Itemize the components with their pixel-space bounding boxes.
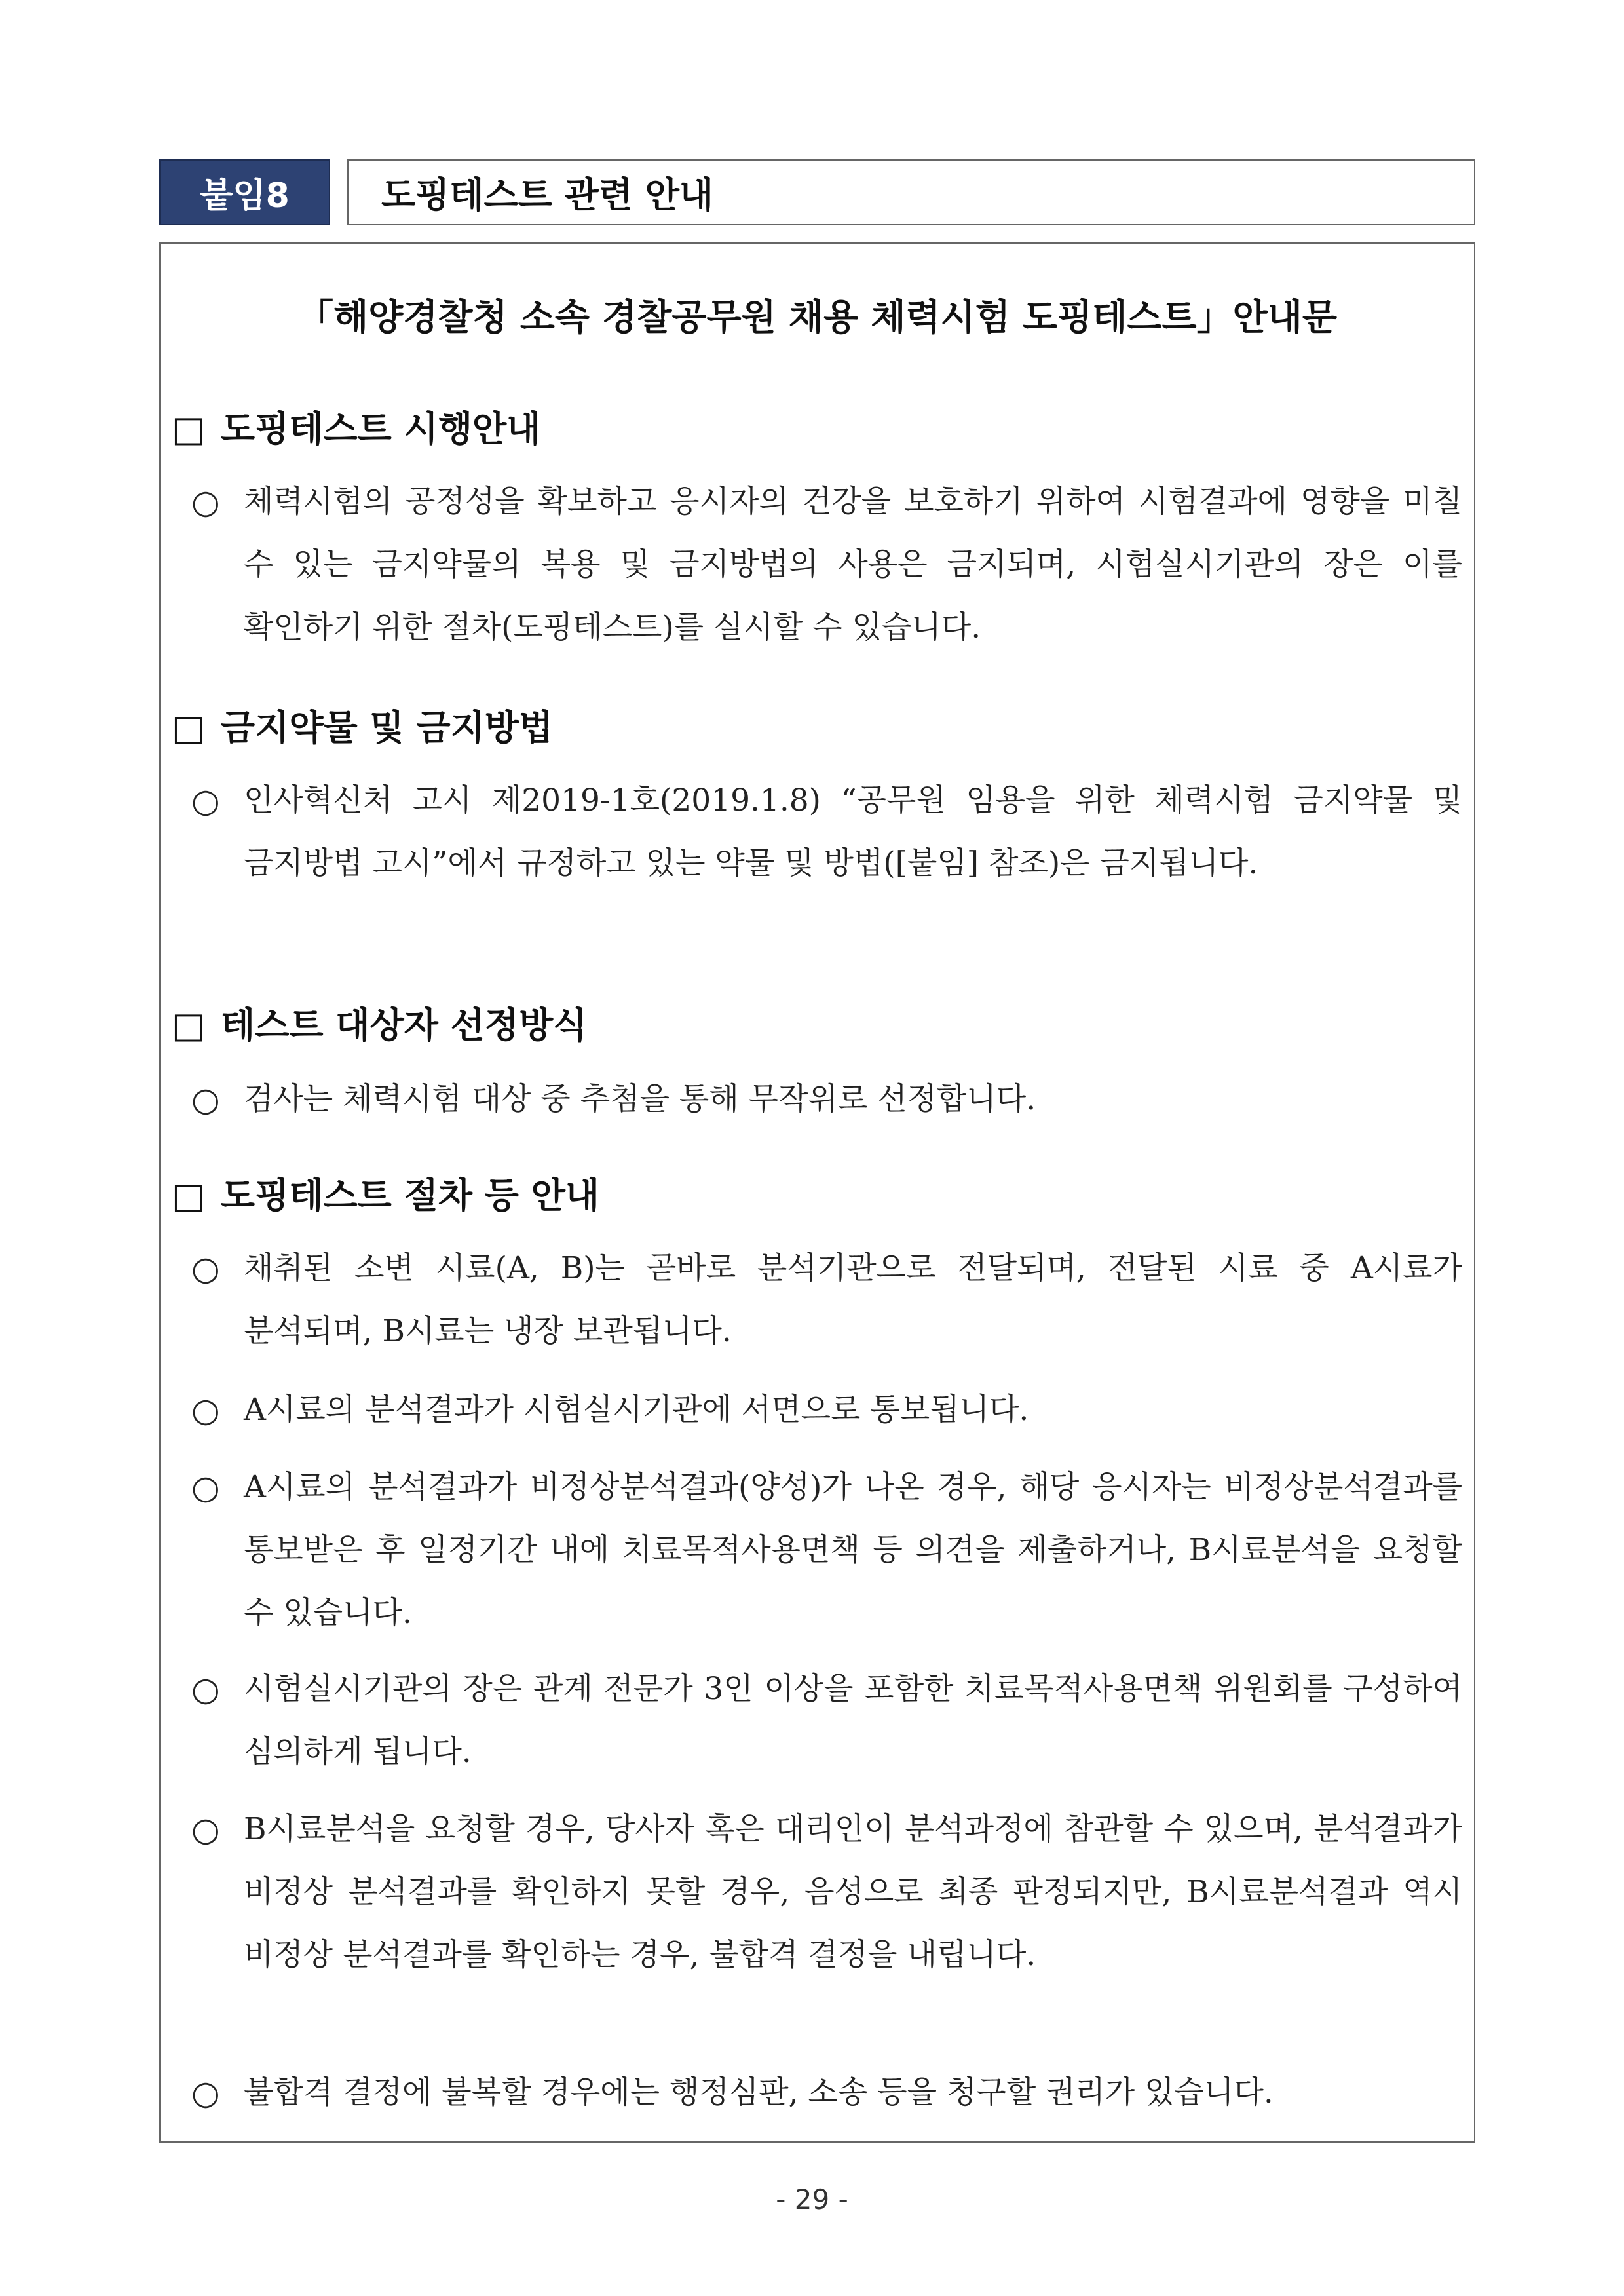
list-item-text: 시험실시기관의 장은 관계 전문가 3인 이상을 포함한 치료목적사용면책 위원회를 구성하여 심의하게 됩니다. [244,1671,1462,1770]
checkbox-symbol: □ [172,408,206,450]
circle-bullet-icon: ○ [191,1670,220,1708]
checkbox-symbol: □ [172,1004,206,1046]
list-item-text: 인사혁신처 고시 제2019-1호(2019.1.8) “공무원 임용을 위한 체력시험 금지약물 및 금지방법 고시”에서 규정하고 있는 약물 및 방법([붙임] 참조)은 금지됩니다. [244,782,1462,881]
list-item-text: A시료의 분석결과가 비정상분석결과(양성)가 나온 경우, 해당 응시자는 비정상분석결과를 통보받은 후 일정기간 내에 치료목적사용면책 등 의견을 제출하거나, B시료분석을 요청할 수 있습니다. [244,1469,1462,1631]
list-item-text: A시료의 분석결과가 시험실시기관에 서면으로 통보됩니다. [244,1392,1029,1428]
attachment-title: 도핑테스트 관련 안내 [347,159,1475,225]
section-heading-text: 테스트 대상자 선정방식 [221,1004,588,1046]
notice-heading: 「해양경찰청 소속 경찰공무원 채용 체력시험 도핑테스트」안내문 [297,296,1338,338]
circle-bullet-icon: ○ [191,1391,220,1429]
checkbox-symbol: □ [172,707,206,748]
section-heading-4 [172,1168,599,1218]
section-heading-2 [172,700,553,750]
circle-bullet-icon: ○ [191,483,220,521]
section-heading-text: 도핑테스트 시행안내 [221,408,541,450]
section-heading-3 [172,997,587,1048]
circle-bullet-icon: ○ [191,1468,220,1506]
attachment-tag: 붙임8 [159,159,330,225]
section-heading-text: 도핑테스트 절차 등 안내 [221,1175,600,1216]
list-item-text: 체력시험의 공정성을 확보하고 응시자의 건강을 보호하기 위하여 시험결과에 영향을 미칠 수 있는 금지약물의 복용 및 금지방법의 사용은 금지되며, 시험실시기관의 장은 이를 확인하기 위한 절차(도핑테스트)를 실시할 수 있습니다. [244,484,1462,645]
list-item-text: 검사는 체력시험 대상 중 추첨을 통해 무작위로 선정합니다. [244,1081,1036,1117]
section-heading-text: 금지약물 및 금지방법 [221,707,554,748]
circle-bullet-icon: ○ [191,1810,220,1848]
checkbox-symbol: □ [172,1175,206,1216]
page-number: - 29 - [776,2183,848,2215]
list-item-text: B시료분석을 요청할 경우, 당사자 혹은 대리인이 분석과정에 참관할 수 있으며, 분석결과가 비정상 분석결과를 확인하지 못할 경우, 음성으로 최종 판정되지만, B시료분석결과 역시 비정상 분석결과를 확인하는 경우, 불합격 결정을 내립니다. [244,1811,1462,1973]
circle-bullet-icon: ○ [191,1081,220,1119]
circle-bullet-icon: ○ [191,782,220,820]
section-heading-1 [172,401,540,451]
circle-bullet-icon: ○ [191,1250,220,1288]
list-item-text: 채취된 소변 시료(A, B)는 곧바로 분석기관으로 전달되며, 전달된 시료 중 A시료가 분석되며, B시료는 냉장 보관됩니다. [244,1250,1462,1349]
list-item-text: 불합격 결정에 불복할 경우에는 행정심판, 소송 등을 청구할 권리가 있습니다. [244,2075,1274,2111]
circle-bullet-icon: ○ [191,2074,220,2112]
